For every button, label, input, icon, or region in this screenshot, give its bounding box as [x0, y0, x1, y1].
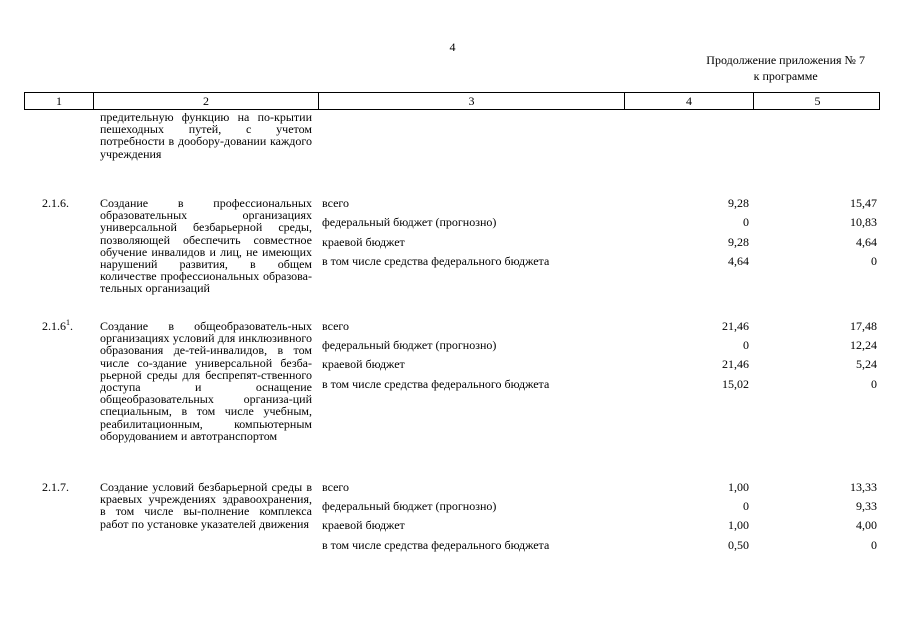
header-col-3: 3	[319, 93, 625, 109]
funding-category: федеральный бюджет (прогнозно)	[322, 338, 497, 352]
row-number-superscript: 1	[66, 318, 70, 327]
header-col-5: 5	[814, 94, 821, 108]
value-col-4: 0	[743, 499, 749, 513]
value-col-5: 10,83	[850, 215, 877, 229]
value-col-4: 21,46	[722, 357, 749, 371]
value-col-4: 0	[743, 338, 749, 352]
value-col-5: 9,33	[856, 499, 877, 513]
value-col-5: 13,33	[850, 480, 877, 494]
header-col-2: 2	[94, 93, 319, 109]
header-col-1: 1	[25, 93, 94, 109]
funding-category: федеральный бюджет (прогнозно)	[322, 215, 497, 229]
value-col-4: 15,02	[722, 377, 749, 391]
value-col-5: 0	[871, 538, 877, 552]
value-col-5: 4,00	[856, 518, 877, 532]
value-col-5: 17,48	[850, 319, 877, 333]
value-col-5: 12,24	[850, 338, 877, 352]
table-header	[24, 92, 880, 110]
value-col-5: 4,64	[856, 235, 877, 249]
funding-category: краевой бюджет	[322, 518, 405, 532]
funding-category: в том числе средства федерального бюджета	[322, 538, 550, 552]
funding-category: краевой бюджет	[322, 357, 405, 371]
value-col-4: 0	[743, 215, 749, 229]
value-col-5: 0	[871, 254, 877, 268]
row-description: Создание в профессиональных образовательных организациях универсальной безбарьерной среды, позволяющей обеспечить совместное обучение инвалидов и лиц, не имеющих нарушений развития, в общем количестве профессиональных образова-тельных организаций	[100, 196, 312, 296]
funding-category: всего	[322, 319, 350, 333]
row-description: Создание условий безбарьерной среды в краевых учреждениях здравоохранения, в том числе вы-полнение комплекса работ по установке указателей движения	[100, 480, 312, 531]
row-number: 2.1.6.	[42, 196, 69, 210]
funding-category: краевой бюджет	[322, 235, 405, 249]
row-description: Создание в общеобразователь-ных организациях условий для инклюзивного образования де-тей-инвалидов, в том числе со-здание универсальной безба-рьерной среды для беспрепят-ственного доступа и оснащение общеобразовательных организа-ций специальным, в том числе учебным, реабилитационным, компьютерным оборудованием и автотранспортом	[100, 319, 312, 443]
value-col-4: 9,28	[728, 196, 749, 210]
row-number	[42, 319, 73, 333]
value-col-4: 9,28	[728, 235, 749, 249]
value-col-5: 15,47	[850, 196, 877, 210]
value-col-4: 0,50	[728, 538, 749, 552]
value-col-4: 4,64	[728, 254, 749, 268]
continuation-line-1: Продолжение приложения № 7	[706, 53, 865, 67]
value-col-5: 0	[871, 377, 877, 391]
value-col-4: 21,46	[722, 319, 749, 333]
funding-category: федеральный бюджет (прогнозно)	[322, 499, 497, 513]
funding-category: всего	[322, 480, 350, 494]
header-col-4: 4	[625, 93, 754, 109]
continuation-note	[706, 52, 865, 84]
page-number: 4	[449, 40, 456, 54]
value-col-5: 5,24	[856, 357, 877, 371]
value-col-4: 1,00	[728, 518, 749, 532]
funding-category: в том числе средства федерального бюджета	[322, 377, 550, 391]
continuation-line-2: к программе	[753, 69, 818, 83]
row-number-main: 2.1.6	[42, 319, 66, 333]
funding-category: в том числе средства федерального бюджета	[322, 254, 550, 268]
row-number-suffix: .	[70, 319, 73, 333]
value-col-4: 1,00	[728, 480, 749, 494]
row-number: 2.1.7.	[42, 480, 69, 494]
funding-category: всего	[322, 196, 350, 210]
carryover-description: предительную функцию на по-крытии пешеходных путей, с учетом потребности в дообору-довании каждого учреждения	[100, 110, 312, 161]
